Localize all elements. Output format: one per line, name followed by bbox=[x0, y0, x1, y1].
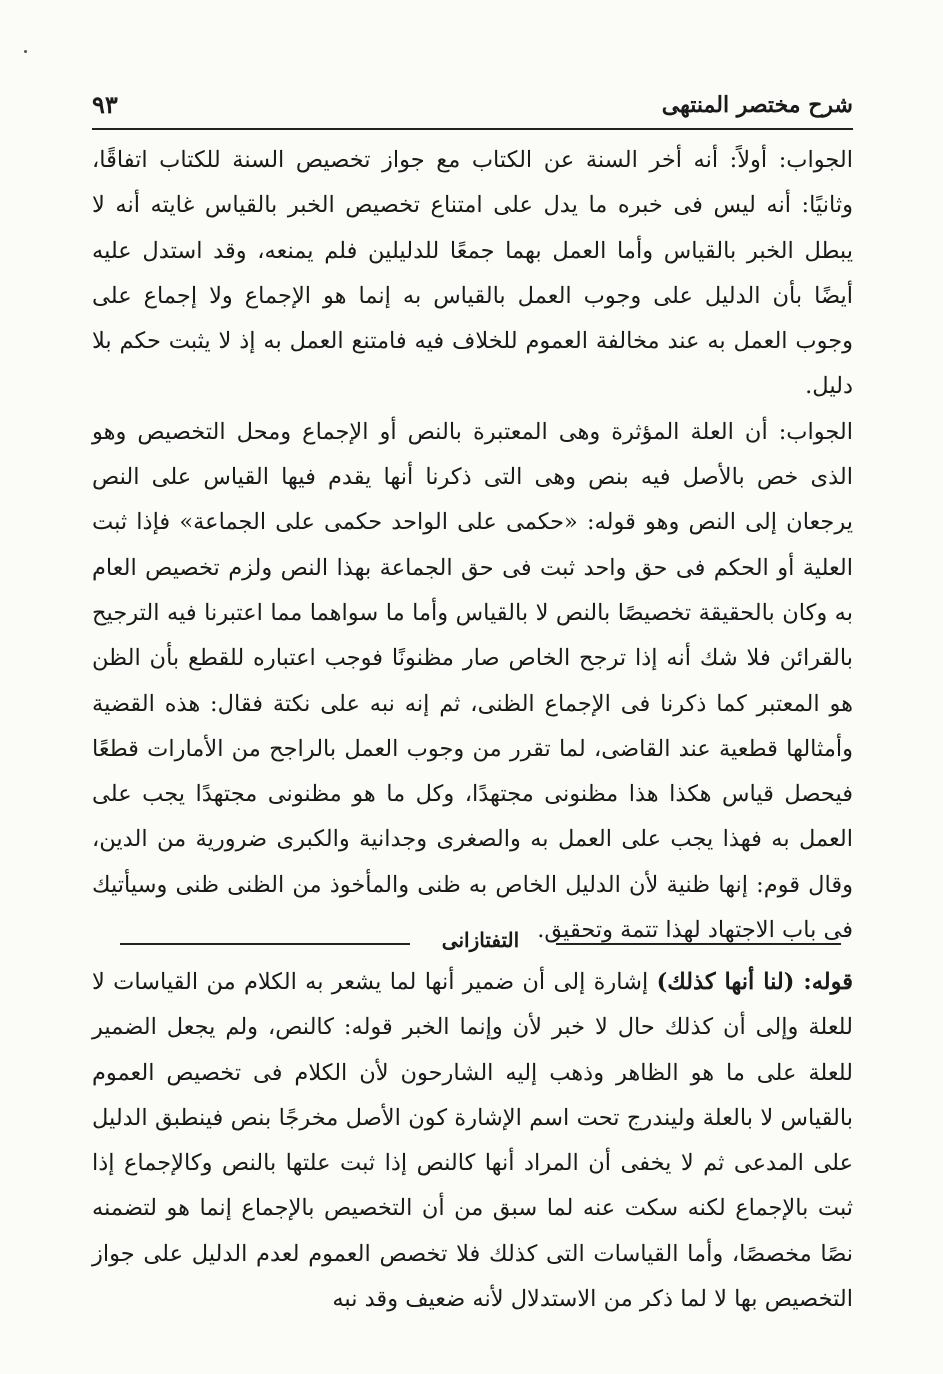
page-number: ٩٣ bbox=[92, 90, 118, 119]
section-heading: التفتازانى bbox=[441, 928, 520, 952]
scan-speck bbox=[24, 50, 27, 53]
quoted-lemma: قوله: (لنا أنها كذلك) bbox=[656, 969, 853, 995]
paragraph-answer-1: الجواب: أولاً: أنه أخر السنة عن الكتاب مع جواز تخصيص السنة للكتاب اتفاقًا، وثانيًا: أنه ليس فى خبره ما يدل على امتناع تخصيص الخبر بالقياس غايته أنه لا يبطل الخبر بالقياس وأما العمل بهما جمعًا للدليلين فلم يمنعه، وقد استدل عليه أيضًا بأن الدليل على وجوب العمل بالقياس به إنما هو الإجماع ولا إجماع على وجوب العمل به عند مخالفة العموم للخلاف فيه فامتنع العمل به إذ لا يثبت حكم بلا دليل. bbox=[92, 147, 853, 400]
gloss-section bbox=[92, 960, 853, 1322]
running-title: شرح مختصر المنتهى bbox=[661, 92, 853, 118]
page-header bbox=[92, 88, 853, 130]
paragraph-answer-2: الجواب: أن العلة المؤثرة وهى المعتبرة بالنص أو الإجماع ومحل التخصيص وهو الذى خص بالأصل فيه بنص وهى التى ذكرنا أنها يقدم فيها القياس على النص يرجعان إلى النص وهو قوله: «حكمى على الواحد حكمى على الجماعة» فإذا ثبت العلية أو الحكم فى حق واحد ثبت فى حق الجماعة بهذا النص ولزم تخصيص العام به وكان بالحقيقة تخصيصًا بالنص لا بالقياس وأما ما سواهما مما اعتبرنا فيه الترجيح بالقرائن فلا شك أنه إذا ترجح الخاص صار مظنونًا فوجب اعتباره للقطع بأن الظن هو المعتبر كما ذكرنا فى الإجماع الظنى، ثم إنه نبه على نكتة فقال: هذه القضية وأمثالها قطعية عند القاضى، لما تقرر من وجوب العمل بالراجح من الأمارات قطعًا فيحصل قياس هكذا هذا مظنونى مجتهدًا، وكل ما هو مظنونى مجتهدًا يجب على العمل به فهذا يجب على العمل به والصغرى وجدانية والكبرى ضرورية من الدين، وقال قوم: إنها ظنية لأن الدليل الخاص به ظنى والمأخوذ من الظنى ظنى وسيأتيك فى باب الاجتهاد لهذا تتمة وتحقيق. bbox=[92, 418, 853, 944]
gloss-paragraph bbox=[92, 960, 853, 1322]
gloss-text: إشارة إلى أن ضمير أنها لما يشعر به الكلام من القياسات لا للعلة وإلى أن كذلك حال لا خبر لأن وإنما الخبر قوله: كالنص، ولم يجعل الضمير للعلة على ما هو الظاهر وذهب إليه الشارحون لأن الكلام فى تخصيص العموم بالقياس لا بالعلة وليندرج تحت اسم الإشارة كون الأصل مخرجًا بنص فينطبق الدليل على المدعى ثم لا يخفى أن المراد أنها كالنص إذا ثبت علتها بالنص وكالإجماع إذا ثبت بالإجماع لكنه سكت عنه لما سبق من أن التخصيص بالإجماع إنما هو لتضمنه نصًا مخصصًا، وأما القياسات التى كذلك فلا تخصص العموم لعدم الدليل على جواز التخصيص بها لا لما ذكر من الاستدلال لأنه ضعيف وقد نبه bbox=[92, 969, 853, 1313]
commentary-section bbox=[92, 138, 853, 953]
section-divider bbox=[120, 930, 841, 956]
